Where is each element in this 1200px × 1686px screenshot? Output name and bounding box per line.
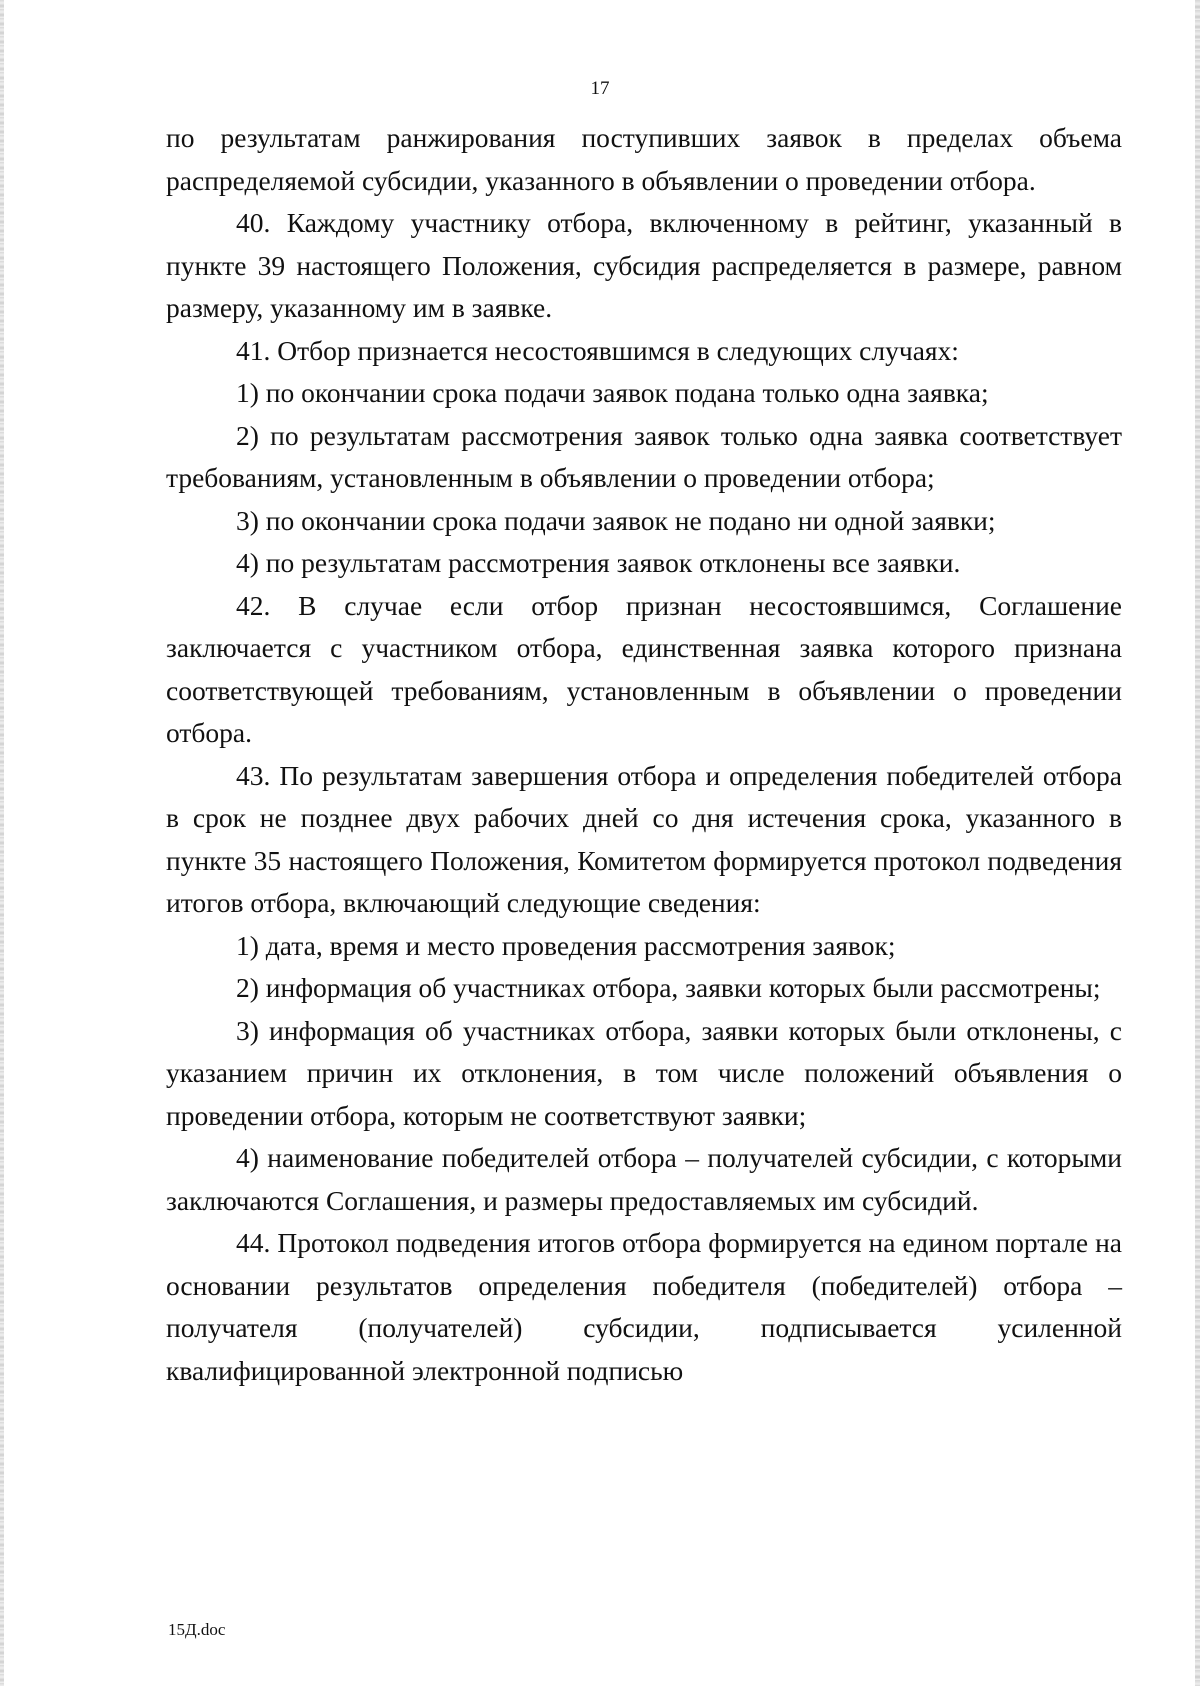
- document-body: [166, 117, 1122, 1392]
- paragraph-item-40: 40. Каждому участнику отбора, включенному в рейтинг, указанный в пункте 39 настоящего Положения, субсидия распределяется в размере, равном размеру, указанному им в заявке.: [166, 207, 1122, 323]
- paragraph-item-44: 44. Протокол подведения итогов отбора формируется на едином портале на основании результатов определения победителя (победителей) отбора – получателя (получателей) субсидии, подписывается усиленной квалифицированной электронной подписью: [166, 1227, 1122, 1386]
- paragraph-item-43-1: 1) дата, время и место проведения рассмотрения заявок;: [236, 929, 896, 961]
- page-number: 17: [590, 78, 610, 99]
- scan-edge-right: [1195, 0, 1200, 1686]
- scan-edge-left: [0, 0, 4, 1686]
- paragraph-item-43-3: 3) информация об участниках отбора, заявки которых были отклонены, с указанием причин их отклонения, в том числе положений объявления о проведении отбора, которым не соответствуют заявки;: [166, 1014, 1122, 1131]
- paragraph-item-42: 42. В случае если отбор признан несостоявшимся, Соглашение заключается с участником отбора, единственная заявка которого признана соответствующей требованиям, установленным в объявлении о проведении отбора.: [166, 589, 1122, 748]
- paragraph-item-41-1: 1) по окончании срока подачи заявок подана только одна заявка;: [236, 377, 989, 408]
- paragraph-item-41-3: 3) по окончании срока подачи заявок не подано ни одной заявки;: [236, 504, 996, 536]
- paragraph-item-43: 43. По результатам завершения отбора и определения победителей отбора в срок не позднее двух рабочих дней со дня истечения срока, указанного в пункте 35 настоящего Положения, Комитетом формируется протокол подведения итогов отбора, включающий следующие сведения:: [166, 759, 1122, 918]
- paragraph-item-43-2: 2) информация об участниках отбора, заявки которых были рассмотрены;: [236, 972, 1101, 1003]
- paragraph-item-41-2: 2) по результатам рассмотрения заявок только одна заявка соответствует требованиям, установленным в объявлении о проведении отбора;: [166, 419, 1122, 493]
- paragraph-item-41-4: 4) по результатам рассмотрения заявок отклонены все заявки.: [236, 547, 961, 578]
- paragraph-item-41: 41. Отбор признается несостоявшимся в следующих случаях:: [236, 334, 959, 366]
- footer-filename: 15Д.doc: [168, 1620, 226, 1639]
- paragraph-item-43-4: 4) наименование победителей отбора – получателей субсидии, с которыми заключаются Соглашения, и размеры предоставляемых им субсидий.: [166, 1142, 1122, 1216]
- paragraph-continuation: по результатам ранжирования поступивших заявок в пределах объема распределяемой субсидии, указанного в объявлении о проведении отбора.: [166, 122, 1122, 196]
